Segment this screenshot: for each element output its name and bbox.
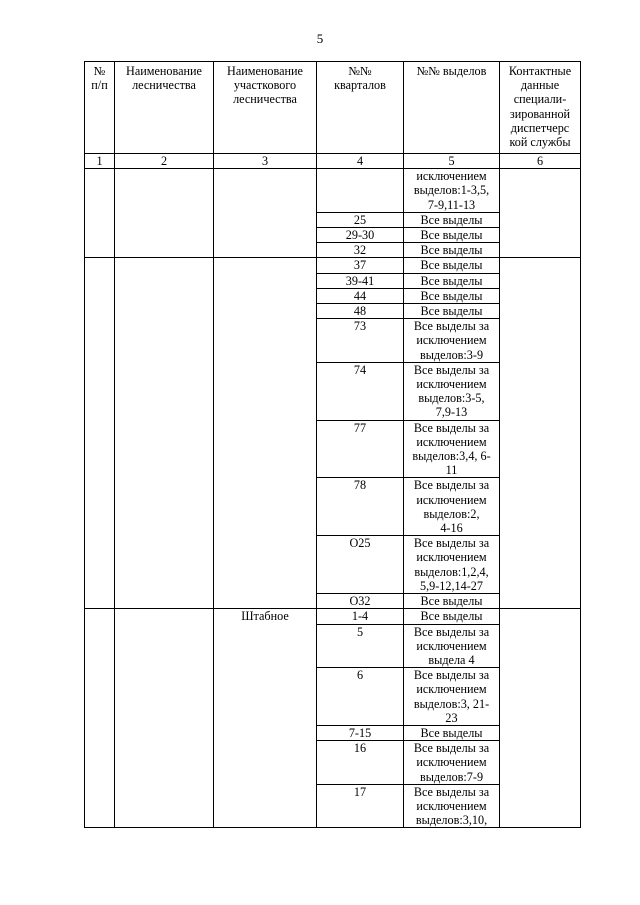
cell-kvartal: 48 bbox=[317, 304, 404, 319]
cell-kvartal: 73 bbox=[317, 319, 404, 363]
cell-vydely: Все выделы bbox=[404, 725, 500, 740]
cell-vydely: Все выделы bbox=[404, 243, 500, 258]
header-uchastok: Наименование участкового лесничества bbox=[214, 62, 317, 154]
table-row bbox=[85, 609, 581, 624]
cell-num bbox=[85, 609, 115, 828]
cell-kvartal: 17 bbox=[317, 784, 404, 828]
cell-kvartal: 1-4 bbox=[317, 609, 404, 624]
cell-vydely: Все выделы за исключением выделов:2, 4-16 bbox=[404, 478, 500, 536]
cell-contacts bbox=[500, 258, 581, 609]
cell-kvartal: 32 bbox=[317, 243, 404, 258]
cell-vydely: Все выделы за исключением выдела 4 bbox=[404, 624, 500, 668]
cell-vydely: Все выделы за исключением выделов:3,10, bbox=[404, 784, 500, 828]
cell-vydely: Все выделы bbox=[404, 212, 500, 227]
cell-vydely: Все выделы за исключением выделов:3-9 bbox=[404, 319, 500, 363]
cell-vydely: Все выделы за исключением выделов:3, 21- 23 bbox=[404, 668, 500, 726]
cell-uchastok: Штабное bbox=[214, 609, 317, 828]
column-number-row bbox=[85, 154, 581, 169]
cell-vydely: исключением выделов:1-3,5, 7-9,11-13 bbox=[404, 169, 500, 213]
cell-vydely: Все выделы за исключением выделов:1,2,4, 5,9-12,14-27 bbox=[404, 536, 500, 594]
cell-uchastok bbox=[214, 169, 317, 258]
cell-contacts bbox=[500, 169, 581, 258]
cell-uchastok bbox=[214, 258, 317, 609]
cell-vydely: Все выделы за исключением выделов:7-9 bbox=[404, 741, 500, 785]
forestry-table bbox=[84, 61, 581, 828]
header-vydely: №№ выделов bbox=[404, 62, 500, 154]
cell-kvartal: 16 bbox=[317, 741, 404, 785]
cell-vydely: Все выделы bbox=[404, 594, 500, 609]
cell-kvartal: 74 bbox=[317, 362, 404, 420]
colnum-2: 2 bbox=[115, 154, 214, 169]
cell-num bbox=[85, 258, 115, 609]
table-header-row bbox=[85, 62, 581, 154]
header-lesnichestvo: Наименование лесничества bbox=[115, 62, 214, 154]
cell-vydely: Все выделы bbox=[404, 258, 500, 273]
cell-vydely: Все выделы bbox=[404, 273, 500, 288]
cell-kvartal: 6 bbox=[317, 668, 404, 726]
cell-kvartal: 5 bbox=[317, 624, 404, 668]
cell-kvartal: О32 bbox=[317, 594, 404, 609]
table-row bbox=[85, 169, 581, 213]
cell-lesnichestvo bbox=[115, 609, 214, 828]
cell-kvartal: 77 bbox=[317, 420, 404, 478]
cell-kvartal: 37 bbox=[317, 258, 404, 273]
table-body bbox=[85, 169, 581, 828]
cell-kvartal: 44 bbox=[317, 288, 404, 303]
cell-kvartal: О25 bbox=[317, 536, 404, 594]
cell-kvartal: 78 bbox=[317, 478, 404, 536]
cell-lesnichestvo bbox=[115, 169, 214, 258]
colnum-1: 1 bbox=[85, 154, 115, 169]
cell-vydely: Все выделы bbox=[404, 228, 500, 243]
colnum-3: 3 bbox=[214, 154, 317, 169]
cell-vydely: Все выделы за исключением выделов:3,4, 6- 11 bbox=[404, 420, 500, 478]
cell-vydely: Все выделы за исключением выделов:3-5, 7,9-13 bbox=[404, 362, 500, 420]
cell-kvartal: 29-30 bbox=[317, 228, 404, 243]
header-contacts: Контактные данные специали- зированной диспетчерс кой службы bbox=[500, 62, 581, 154]
cell-num bbox=[85, 169, 115, 258]
colnum-6: 6 bbox=[500, 154, 581, 169]
cell-vydely: Все выделы bbox=[404, 609, 500, 624]
page-number: 5 bbox=[316, 31, 324, 46]
cell-kvartal: 25 bbox=[317, 212, 404, 227]
header-num: № п/п bbox=[85, 62, 115, 154]
cell-vydely: Все выделы bbox=[404, 288, 500, 303]
colnum-4: 4 bbox=[317, 154, 404, 169]
colnum-5: 5 bbox=[404, 154, 500, 169]
cell-vydely: Все выделы bbox=[404, 304, 500, 319]
cell-kvartal: 7-15 bbox=[317, 725, 404, 740]
table-row bbox=[85, 258, 581, 273]
cell-lesnichestvo bbox=[115, 258, 214, 609]
cell-contacts bbox=[500, 609, 581, 828]
cell-kvartal bbox=[317, 169, 404, 213]
header-kvartaly: №№ кварталов bbox=[317, 62, 404, 154]
cell-kvartal: 39-41 bbox=[317, 273, 404, 288]
